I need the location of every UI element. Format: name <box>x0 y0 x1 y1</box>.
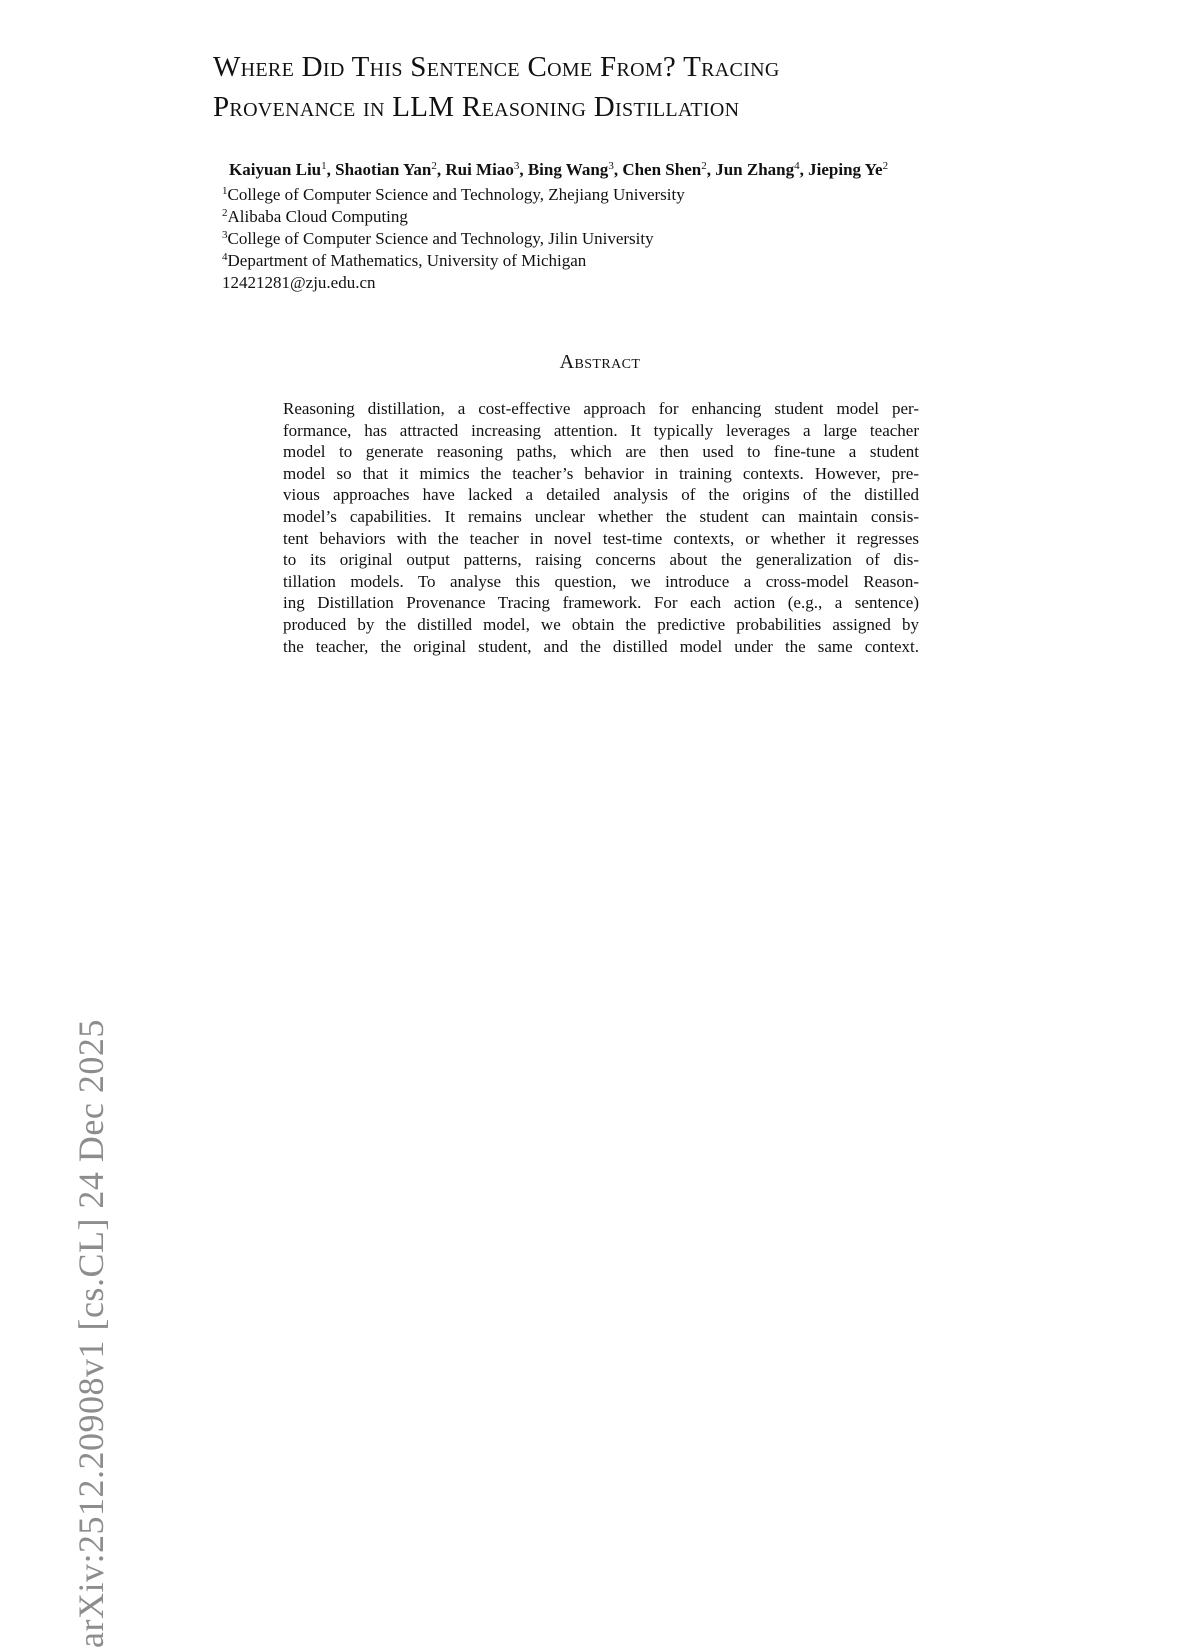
affiliation-mark: 2 <box>222 207 228 219</box>
abstract-line: model to generate reasoning paths, which are then used to fine-tune a student <box>283 442 919 462</box>
author-name: Shaotian Yan <box>335 160 432 179</box>
affiliation-text: Alibaba Cloud Computing <box>227 207 408 226</box>
author-name: Jun Zhang <box>715 160 795 179</box>
author-affiliation-mark: 2 <box>882 160 889 172</box>
abstract-line: model’s capabilities. It remains unclear whether the student can maintain consis- <box>283 506 919 526</box>
arxiv-identifier-stamp <box>25 0 111 1648</box>
author-affiliation-mark: 3 <box>608 160 614 172</box>
author-affiliation-mark: 2 <box>701 160 707 172</box>
author-list: Kaiyuan Liu$^1$, Shaotian Yan$^2$, Rui Miao$^3$, Bing Wang$^3$, Chen Shen$^2$, Jun Zhang$^4$, Jieping Ye$^2$ <box>229 160 889 179</box>
abstract-body <box>283 398 919 657</box>
author-name: Bing Wang <box>527 160 609 179</box>
abstract-line: formance, has attracted increasing attention. It typically leverages a large teacher <box>283 420 919 440</box>
affiliation-mark: 4 <box>222 251 228 263</box>
abstract-line: Reasoning distillation, a cost-effective approach for enhancing student model per- <box>283 399 919 418</box>
author-affiliation-mark: 4 <box>794 160 800 172</box>
affiliation-text: College of Computer Science and Technology, Jilin University <box>227 229 654 248</box>
abstract-heading: Abstract <box>559 351 641 373</box>
author <box>715 160 799 179</box>
author-name: Jieping Ye <box>808 160 883 179</box>
author-affiliation-mark: 1 <box>321 160 327 172</box>
abstract-line: produced by the distilled model, we obtain the predictive probabilities assigned by <box>283 614 919 634</box>
abstract-line: model so that it mimics the teacher’s behavior in training contexts. However, pre- <box>283 463 919 483</box>
abstract-line: vious approaches have lacked a detailed analysis of the origins of the distilled <box>283 485 919 505</box>
author <box>808 160 888 179</box>
abstract-line: to its original output patterns, raising concerns about the generalization of dis- <box>283 550 919 570</box>
abstract-line: ing Distillation Provenance Tracing framework. For each action (e.g., a sentence) <box>283 593 919 613</box>
author-name: Rui Miao <box>445 160 514 179</box>
affiliation-mark: 1 <box>222 185 228 197</box>
affiliation-mark: 3 <box>222 229 228 241</box>
arxiv-identifier-text: arXiv:2512.20908v1 [cs.CL] 24 Dec 2025 <box>71 1019 111 1648</box>
author <box>622 160 706 179</box>
title-line: Where Did This Sentence Come From? Tracing <box>213 51 780 83</box>
affiliation-text: College of Computer Science and Technology, Zhejiang University <box>227 185 685 204</box>
author <box>229 160 327 179</box>
affiliation <box>222 206 1082 228</box>
contact-email: 12421281@zju.edu.cn <box>222 273 376 292</box>
author-affiliation-mark: 2 <box>431 160 437 172</box>
author-name: Chen Shen <box>622 160 702 179</box>
title-line: Provenance in LLM Reasoning Distillation <box>213 91 740 123</box>
paper-title <box>213 47 1113 127</box>
author <box>335 160 437 179</box>
author-affiliation-mark: 3 <box>513 160 520 172</box>
abstract-line: tent behaviors with the teacher in novel test-time contexts, or whether it regresses <box>283 528 919 548</box>
abstract-line: the teacher, the original student, and the distilled model under the same context. <box>283 636 919 656</box>
author <box>528 160 614 179</box>
affiliation <box>222 184 1082 206</box>
affiliation-list <box>222 184 1082 294</box>
affiliation-text: Department of Mathematics, University of Michigan <box>227 251 587 270</box>
abstract-line: tillation models. To analyse this question, we introduce a cross-model Reason- <box>283 571 919 591</box>
affiliation <box>222 228 1082 250</box>
affiliation <box>222 250 1082 272</box>
author-name: Kaiyuan Liu <box>229 160 322 179</box>
author <box>445 160 519 179</box>
